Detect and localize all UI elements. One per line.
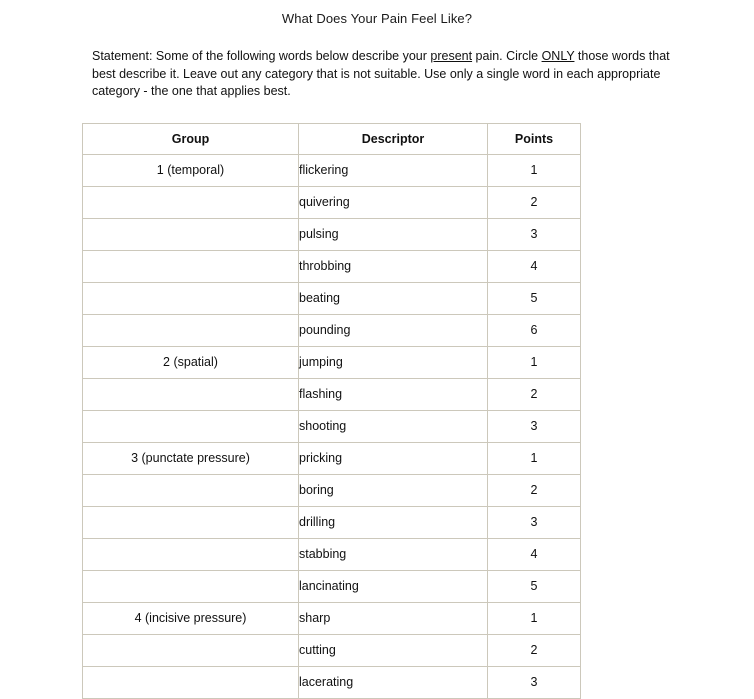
cell-points: 2: [488, 378, 581, 410]
table-row: [83, 378, 581, 410]
column-header-descriptor: Descriptor: [299, 123, 488, 154]
cell-descriptor[interactable]: shooting: [299, 410, 488, 442]
cell-descriptor[interactable]: sharp: [299, 602, 488, 634]
table-row: [83, 218, 581, 250]
table-row: [83, 186, 581, 218]
cell-descriptor[interactable]: cutting: [299, 634, 488, 666]
table-row: [83, 314, 581, 346]
cell-group: [83, 186, 299, 218]
cell-descriptor[interactable]: lacerating: [299, 666, 488, 698]
cell-group: 2 (spatial): [83, 346, 299, 378]
table-row: [83, 506, 581, 538]
cell-descriptor[interactable]: stabbing: [299, 538, 488, 570]
cell-descriptor[interactable]: pulsing: [299, 218, 488, 250]
table-row: [83, 602, 581, 634]
pain-descriptor-table-container: [0, 101, 754, 699]
statement-emphasis-only: ONLY: [541, 49, 575, 63]
table-header-row: [83, 123, 581, 154]
cell-points: 3: [488, 218, 581, 250]
table-row: [83, 666, 581, 698]
column-header-points: Points: [488, 123, 581, 154]
table-row: [83, 474, 581, 506]
cell-points: 1: [488, 154, 581, 186]
cell-points: 4: [488, 250, 581, 282]
cell-points: 2: [488, 474, 581, 506]
statement-suffix: those words that best describe it. Leave out any category that is not suitable. Use only a single word in each appropriate category - the one that applies best.: [92, 49, 670, 98]
column-header-group: Group: [83, 123, 299, 154]
table-header: [83, 123, 581, 154]
cell-group: [83, 666, 299, 698]
cell-group: [83, 314, 299, 346]
cell-group: [83, 410, 299, 442]
cell-group: [83, 250, 299, 282]
cell-points: 3: [488, 506, 581, 538]
cell-points: 1: [488, 602, 581, 634]
table-row: [83, 442, 581, 474]
cell-descriptor[interactable]: beating: [299, 282, 488, 314]
page-title: What Does Your Pain Feel Like?: [281, 11, 473, 26]
cell-group: [83, 570, 299, 602]
cell-group: [83, 634, 299, 666]
table-row: [83, 282, 581, 314]
cell-points: 1: [488, 346, 581, 378]
table-row: [83, 634, 581, 666]
cell-descriptor[interactable]: drilling: [299, 506, 488, 538]
cell-descriptor[interactable]: throbbing: [299, 250, 488, 282]
cell-group: [83, 282, 299, 314]
cell-group: [83, 506, 299, 538]
cell-group: [83, 474, 299, 506]
table-row: [83, 346, 581, 378]
cell-group: [83, 218, 299, 250]
table-row: [83, 410, 581, 442]
cell-points: 2: [488, 634, 581, 666]
cell-group: 4 (incisive pressure): [83, 602, 299, 634]
statement-middle: pain. Circle: [472, 49, 542, 63]
statement-emphasis-present: present: [430, 49, 473, 63]
cell-points: 4: [488, 538, 581, 570]
cell-points: 5: [488, 570, 581, 602]
cell-group: 1 (temporal): [83, 154, 299, 186]
cell-points: 1: [488, 442, 581, 474]
cell-descriptor[interactable]: flashing: [299, 378, 488, 410]
cell-descriptor[interactable]: lancinating: [299, 570, 488, 602]
instruction-statement: [0, 26, 754, 101]
cell-descriptor[interactable]: jumping: [299, 346, 488, 378]
cell-group: [83, 378, 299, 410]
table-row: [83, 250, 581, 282]
cell-group: 3 (punctate pressure): [83, 442, 299, 474]
cell-descriptor[interactable]: boring: [299, 474, 488, 506]
cell-points: 3: [488, 666, 581, 698]
statement-prefix: Statement: Some of the following words below describe your: [92, 49, 431, 63]
cell-descriptor[interactable]: pounding: [299, 314, 488, 346]
pain-descriptor-table: [82, 123, 581, 699]
cell-descriptor[interactable]: quivering: [299, 186, 488, 218]
cell-points: 6: [488, 314, 581, 346]
cell-descriptor[interactable]: pricking: [299, 442, 488, 474]
table-row: [83, 154, 581, 186]
cell-points: 3: [488, 410, 581, 442]
cell-group: [83, 538, 299, 570]
cell-descriptor[interactable]: flickering: [299, 154, 488, 186]
table-row: [83, 570, 581, 602]
table-row: [83, 538, 581, 570]
table-body: [83, 154, 581, 698]
cell-points: 2: [488, 186, 581, 218]
cell-points: 5: [488, 282, 581, 314]
